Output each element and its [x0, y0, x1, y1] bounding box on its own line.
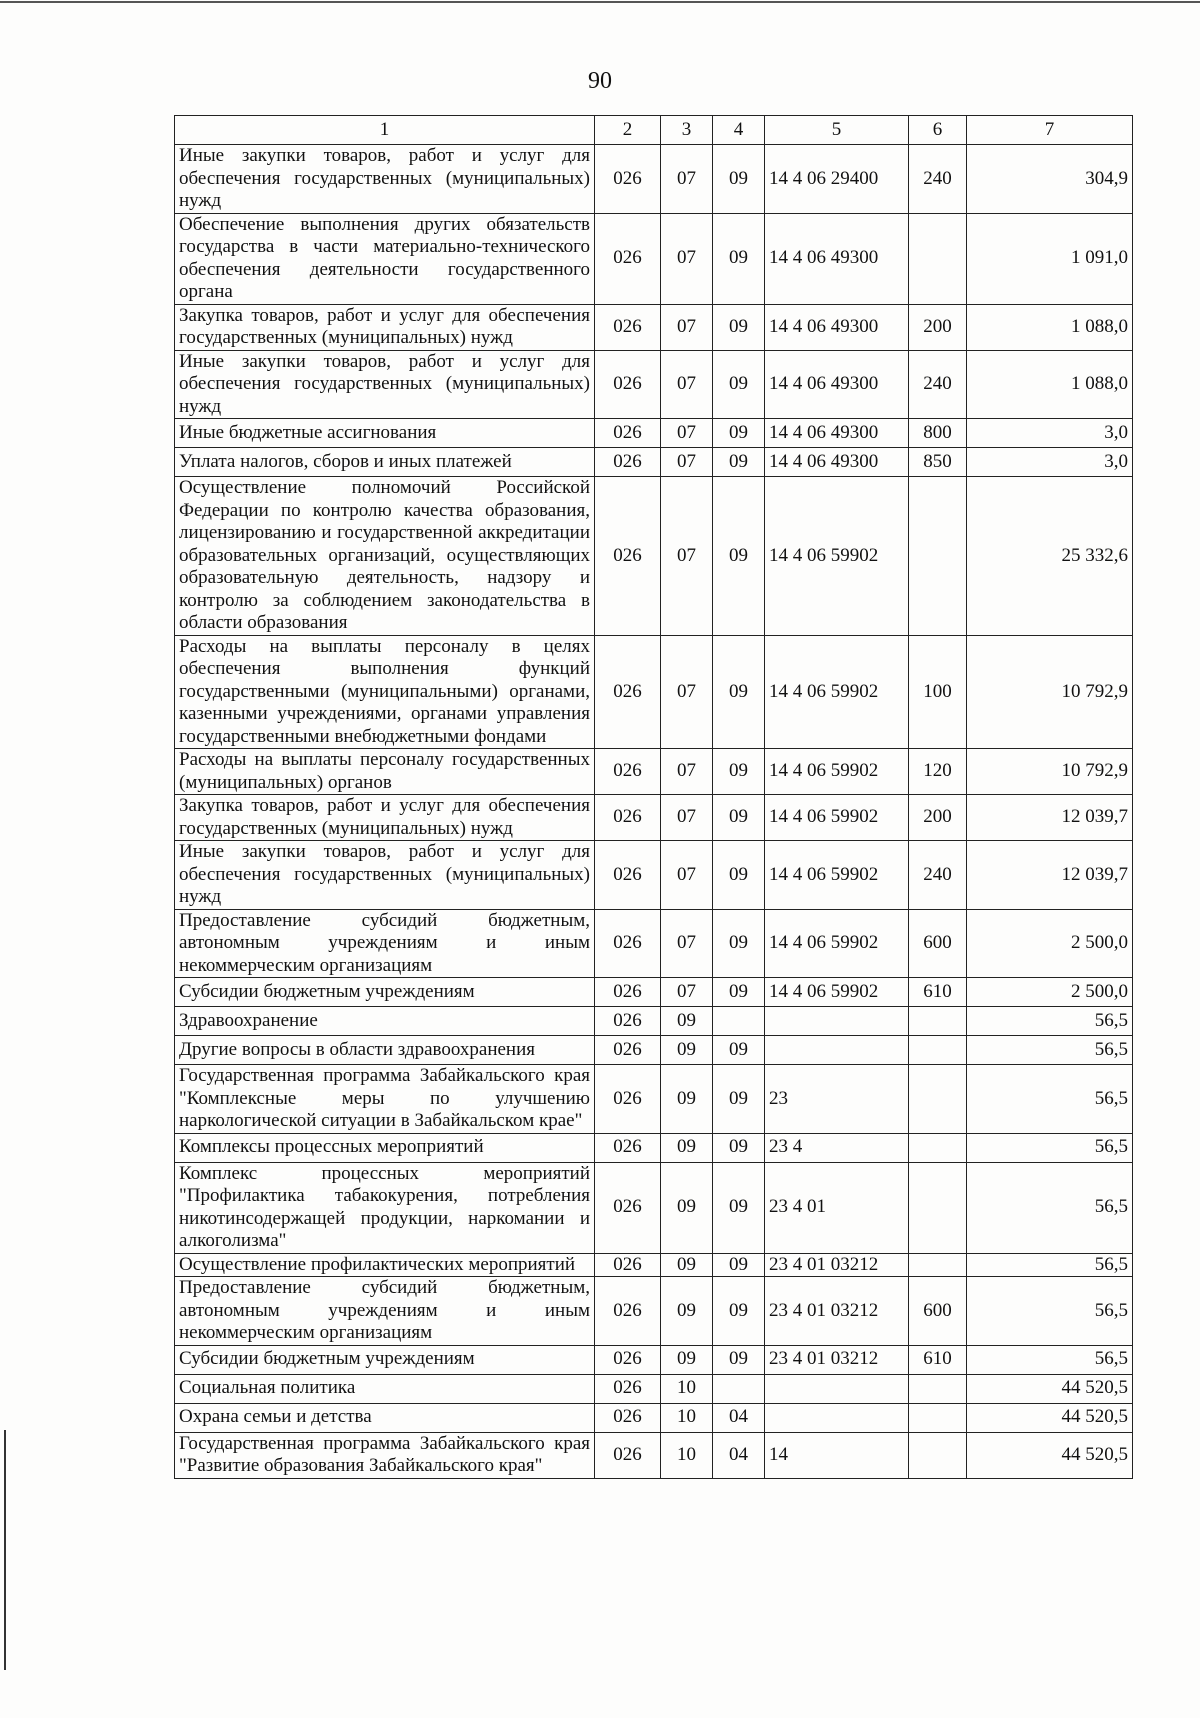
amount: 56,5 [967, 1007, 1133, 1036]
section-code: 10 [661, 1432, 713, 1478]
target-article-code: 14 4 06 49300 [765, 419, 909, 448]
target-article-code: 14 4 06 59902 [765, 978, 909, 1007]
section-code: 09 [661, 1007, 713, 1036]
ministry-code: 026 [595, 1065, 661, 1134]
expense-type-code: 100 [909, 635, 967, 749]
table-row [175, 448, 1133, 477]
section-code: 09 [661, 1133, 713, 1162]
scan-top-edge [0, 1, 1200, 3]
amount: 56,5 [967, 1133, 1133, 1162]
column-header: 7 [967, 116, 1133, 145]
expense-type-code: 240 [909, 350, 967, 419]
target-article-code [765, 1007, 909, 1036]
target-article-code: 14 4 06 29400 [765, 145, 909, 214]
ministry-code: 026 [595, 1277, 661, 1346]
item-name: Закупка товаров, работ и услуг для обеспечения государственных (муниципальных) нужд [175, 795, 595, 841]
expense-type-code [909, 1007, 967, 1036]
target-article-code: 14 4 06 59902 [765, 635, 909, 749]
item-name: Уплата налогов, сборов и иных платежей [175, 448, 595, 477]
expense-type-code: 240 [909, 841, 967, 910]
table-row [175, 1374, 1133, 1403]
target-article-code [765, 1403, 909, 1432]
item-name: Расходы на выплаты персоналу государственных (муниципальных) органов [175, 749, 595, 795]
ministry-code: 026 [595, 145, 661, 214]
amount: 44 520,5 [967, 1374, 1133, 1403]
expense-type-code: 600 [909, 1277, 967, 1346]
item-name: Иные закупки товаров, работ и услуг для обеспечения государственных (муниципальных) нужд [175, 350, 595, 419]
amount: 3,0 [967, 448, 1133, 477]
subsection-code: 09 [713, 1253, 765, 1277]
section-code: 07 [661, 145, 713, 214]
section-code: 07 [661, 749, 713, 795]
subsection-code [713, 1007, 765, 1036]
item-name: Обеспечение выполнения других обязательств государства в части материально-технического обеспечения деятельности государственного органа [175, 213, 595, 304]
table-row [175, 1133, 1133, 1162]
subsection-code: 09 [713, 448, 765, 477]
expense-type-code [909, 1432, 967, 1478]
table-row [175, 1065, 1133, 1134]
amount: 44 520,5 [967, 1403, 1133, 1432]
section-code: 07 [661, 795, 713, 841]
subsection-code: 09 [713, 635, 765, 749]
ministry-code: 026 [595, 1345, 661, 1374]
ministry-code: 026 [595, 749, 661, 795]
ministry-code: 026 [595, 1403, 661, 1432]
expense-type-code [909, 1133, 967, 1162]
item-name: Иные закупки товаров, работ и услуг для обеспечения государственных (муниципальных) нужд [175, 145, 595, 214]
item-name: Субсидии бюджетным учреждениям [175, 978, 595, 1007]
subsection-code [713, 1374, 765, 1403]
ministry-code: 026 [595, 1374, 661, 1403]
subsection-code: 09 [713, 795, 765, 841]
subsection-code: 09 [713, 350, 765, 419]
target-article-code: 23 4 01 03212 [765, 1277, 909, 1346]
subsection-code: 09 [713, 419, 765, 448]
ministry-code: 026 [595, 448, 661, 477]
target-article-code: 23 4 01 [765, 1162, 909, 1253]
target-article-code: 14 4 06 59902 [765, 909, 909, 978]
expense-type-code: 240 [909, 145, 967, 214]
target-article-code: 14 4 06 59902 [765, 749, 909, 795]
section-code: 09 [661, 1277, 713, 1346]
item-name: Здравоохранение [175, 1007, 595, 1036]
ministry-code: 026 [595, 795, 661, 841]
target-article-code: 14 4 06 59902 [765, 795, 909, 841]
ministry-code: 026 [595, 1036, 661, 1065]
budget-table [174, 115, 1133, 1479]
table-row [175, 1007, 1133, 1036]
table-row [175, 1253, 1133, 1277]
page-number: 90 [588, 68, 612, 94]
target-article-code: 14 [765, 1432, 909, 1478]
ministry-code: 026 [595, 1432, 661, 1478]
item-name: Закупка товаров, работ и услуг для обеспечения государственных (муниципальных) нужд [175, 304, 595, 350]
scan-left-edge [4, 1430, 6, 1670]
expense-type-code: 800 [909, 419, 967, 448]
column-header: 3 [661, 116, 713, 145]
expense-type-code [909, 1036, 967, 1065]
expense-type-code [909, 1065, 967, 1134]
target-article-code: 23 4 01 03212 [765, 1345, 909, 1374]
item-name: Предоставление субсидий бюджетным, автономным учреждениям и иным некоммерческим организациям [175, 909, 595, 978]
table-row [175, 1403, 1133, 1432]
table-row [175, 1162, 1133, 1253]
subsection-code: 09 [713, 1277, 765, 1346]
ministry-code: 026 [595, 213, 661, 304]
subsection-code: 09 [713, 145, 765, 214]
table-row [175, 145, 1133, 214]
amount: 56,5 [967, 1036, 1133, 1065]
ministry-code: 026 [595, 477, 661, 636]
item-name: Государственная программа Забайкальского края "Комплексные меры по улучшению наркологической ситуации в Забайкальском крае" [175, 1065, 595, 1134]
section-code: 09 [661, 1345, 713, 1374]
section-code: 07 [661, 477, 713, 636]
section-code: 09 [661, 1065, 713, 1134]
amount: 10 792,9 [967, 635, 1133, 749]
item-name: Охрана семьи и детства [175, 1403, 595, 1432]
target-article-code: 23 4 01 03212 [765, 1253, 909, 1277]
table-row [175, 1432, 1133, 1478]
table-row [175, 841, 1133, 910]
item-name: Субсидии бюджетным учреждениям [175, 1345, 595, 1374]
amount: 56,5 [967, 1277, 1133, 1346]
subsection-code: 09 [713, 909, 765, 978]
section-code: 07 [661, 419, 713, 448]
section-code: 09 [661, 1162, 713, 1253]
expense-type-code: 120 [909, 749, 967, 795]
target-article-code: 14 4 06 49300 [765, 304, 909, 350]
section-code: 07 [661, 448, 713, 477]
subsection-code: 09 [713, 213, 765, 304]
expense-type-code: 610 [909, 1345, 967, 1374]
table-row [175, 635, 1133, 749]
item-name: Социальная политика [175, 1374, 595, 1403]
expense-type-code [909, 1162, 967, 1253]
ministry-code: 026 [595, 635, 661, 749]
amount: 1 091,0 [967, 213, 1133, 304]
section-code: 07 [661, 841, 713, 910]
target-article-code: 14 4 06 59902 [765, 841, 909, 910]
expense-type-code [909, 477, 967, 636]
target-article-code: 14 4 06 59902 [765, 477, 909, 636]
table-row [175, 978, 1133, 1007]
expense-type-code [909, 1253, 967, 1277]
target-article-code: 23 [765, 1065, 909, 1134]
table-row [175, 795, 1133, 841]
target-article-code: 14 4 06 49300 [765, 213, 909, 304]
amount: 56,5 [967, 1162, 1133, 1253]
expense-type-code: 850 [909, 448, 967, 477]
column-header: 2 [595, 116, 661, 145]
table-row [175, 304, 1133, 350]
ministry-code: 026 [595, 1007, 661, 1036]
item-name: Расходы на выплаты персоналу в целях обеспечения выполнения функций государственными (муниципальными) органами, казенными учреждениями, органами управления государственными внебюджетными фондами [175, 635, 595, 749]
item-name: Государственная программа Забайкальского края "Развитие образования Забайкальского края" [175, 1432, 595, 1478]
amount: 2 500,0 [967, 978, 1133, 1007]
subsection-code: 04 [713, 1403, 765, 1432]
expense-type-code: 200 [909, 304, 967, 350]
subsection-code: 09 [713, 1345, 765, 1374]
amount: 56,5 [967, 1065, 1133, 1134]
column-header: 4 [713, 116, 765, 145]
amount: 44 520,5 [967, 1432, 1133, 1478]
table-row [175, 1345, 1133, 1374]
amount: 56,5 [967, 1253, 1133, 1277]
section-code: 10 [661, 1403, 713, 1432]
section-code: 07 [661, 635, 713, 749]
section-code: 10 [661, 1374, 713, 1403]
header-row [175, 116, 1133, 145]
table-row [175, 350, 1133, 419]
item-name: Другие вопросы в области здравоохранения [175, 1036, 595, 1065]
table-row [175, 1036, 1133, 1065]
subsection-code: 09 [713, 841, 765, 910]
subsection-code: 09 [713, 749, 765, 795]
ministry-code: 026 [595, 419, 661, 448]
expense-type-code: 600 [909, 909, 967, 978]
subsection-code: 09 [713, 1162, 765, 1253]
amount: 56,5 [967, 1345, 1133, 1374]
expense-type-code [909, 213, 967, 304]
amount: 10 792,9 [967, 749, 1133, 795]
subsection-code: 04 [713, 1432, 765, 1478]
amount: 12 039,7 [967, 795, 1133, 841]
ministry-code: 026 [595, 978, 661, 1007]
ministry-code: 026 [595, 1253, 661, 1277]
table-row [175, 213, 1133, 304]
section-code: 07 [661, 304, 713, 350]
item-name: Комплексы процессных мероприятий [175, 1133, 595, 1162]
amount: 25 332,6 [967, 477, 1133, 636]
table-row [175, 749, 1133, 795]
table-row [175, 909, 1133, 978]
target-article-code [765, 1036, 909, 1065]
target-article-code: 14 4 06 49300 [765, 448, 909, 477]
item-name: Осуществление профилактических мероприятий [175, 1253, 595, 1277]
subsection-code: 09 [713, 1036, 765, 1065]
ministry-code: 026 [595, 350, 661, 419]
section-code: 07 [661, 350, 713, 419]
subsection-code: 09 [713, 978, 765, 1007]
expense-type-code: 200 [909, 795, 967, 841]
amount: 304,9 [967, 145, 1133, 214]
table-row [175, 419, 1133, 448]
amount: 2 500,0 [967, 909, 1133, 978]
amount: 1 088,0 [967, 350, 1133, 419]
target-article-code: 23 4 [765, 1133, 909, 1162]
table-row [175, 1277, 1133, 1346]
column-header: 6 [909, 116, 967, 145]
target-article-code: 14 4 06 49300 [765, 350, 909, 419]
column-header: 1 [175, 116, 595, 145]
subsection-code: 09 [713, 1065, 765, 1134]
column-header: 5 [765, 116, 909, 145]
item-name: Иные закупки товаров, работ и услуг для обеспечения государственных (муниципальных) нужд [175, 841, 595, 910]
section-code: 09 [661, 1253, 713, 1277]
expense-type-code [909, 1374, 967, 1403]
item-name: Предоставление субсидий бюджетным, автономным учреждениям и иным некоммерческим организациям [175, 1277, 595, 1346]
expense-type-code: 610 [909, 978, 967, 1007]
subsection-code: 09 [713, 304, 765, 350]
item-name: Комплекс процессных мероприятий "Профилактика табакокурения, потребления никотинсодержащей продукции, наркомании и алкоголизма" [175, 1162, 595, 1253]
section-code: 07 [661, 213, 713, 304]
section-code: 09 [661, 1036, 713, 1065]
ministry-code: 026 [595, 1133, 661, 1162]
ministry-code: 026 [595, 841, 661, 910]
table-row [175, 477, 1133, 636]
item-name: Иные бюджетные ассигнования [175, 419, 595, 448]
expense-type-code [909, 1403, 967, 1432]
subsection-code: 09 [713, 1133, 765, 1162]
amount: 3,0 [967, 419, 1133, 448]
section-code: 07 [661, 978, 713, 1007]
ministry-code: 026 [595, 909, 661, 978]
amount: 1 088,0 [967, 304, 1133, 350]
item-name: Осуществление полномочий Российской Федерации по контролю качества образования, лицензированию и государственной аккредитации образовательных организаций, осуществляющих образовательную деятельность, надзору и контролю за соблюдением законодательства в области образования [175, 477, 595, 636]
amount: 12 039,7 [967, 841, 1133, 910]
ministry-code: 026 [595, 304, 661, 350]
target-article-code [765, 1374, 909, 1403]
subsection-code: 09 [713, 477, 765, 636]
section-code: 07 [661, 909, 713, 978]
ministry-code: 026 [595, 1162, 661, 1253]
